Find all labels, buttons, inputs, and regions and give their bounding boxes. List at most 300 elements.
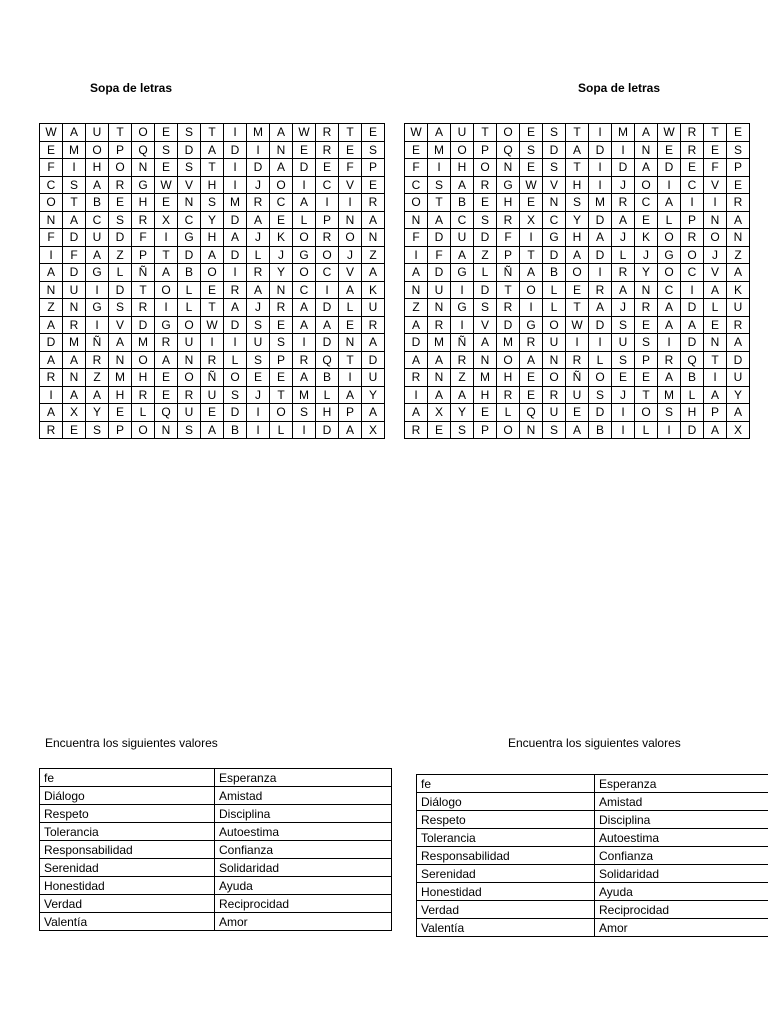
grid-cell: Y (635, 264, 658, 282)
value-cell: Diálogo (417, 793, 595, 811)
grid-cell: N (270, 281, 293, 299)
value-cell: Valentía (40, 913, 215, 931)
grid-cell: I (612, 404, 635, 422)
grid-cell: A (428, 386, 451, 404)
grid-cell: Y (451, 404, 474, 422)
grid-cell: N (635, 281, 658, 299)
grid-cell: R (132, 299, 155, 317)
grid-row (40, 369, 385, 387)
grid-cell: I (681, 194, 704, 212)
grid-cell: N (178, 194, 201, 212)
grid-cell: E (201, 404, 224, 422)
grid-cell: A (293, 369, 316, 387)
grid-row (405, 229, 750, 247)
grid-cell: L (474, 264, 497, 282)
grid-cell: G (543, 229, 566, 247)
grid-cell: J (270, 246, 293, 264)
grid-cell: R (635, 299, 658, 317)
grid-cell: D (224, 211, 247, 229)
grid-cell: T (109, 124, 132, 142)
grid-cell: S (293, 404, 316, 422)
grid-cell: I (247, 404, 270, 422)
grid-cell: P (362, 159, 385, 177)
grid-cell: I (247, 421, 270, 439)
grid-cell: C (405, 176, 428, 194)
grid-row (40, 264, 385, 282)
grid-cell: H (497, 194, 520, 212)
grid-row (40, 299, 385, 317)
grid-cell: O (201, 264, 224, 282)
grid-cell: R (681, 141, 704, 159)
grid-cell: U (86, 229, 109, 247)
grid-cell: Ñ (201, 369, 224, 387)
value-cell: Respeto (40, 805, 215, 823)
grid-cell: A (224, 229, 247, 247)
values-row (417, 919, 768, 937)
grid-cell: S (612, 351, 635, 369)
grid-cell: E (63, 421, 86, 439)
grid-cell: E (635, 369, 658, 387)
grid-cell: Z (474, 246, 497, 264)
grid-cell: Y (86, 404, 109, 422)
grid-cell: D (224, 404, 247, 422)
values-table-left (39, 768, 392, 931)
value-cell: Valentía (417, 919, 595, 937)
grid-cell: A (704, 281, 727, 299)
grid-cell: A (316, 316, 339, 334)
grid-row (40, 351, 385, 369)
right-title: Sopa de letras (578, 81, 661, 95)
grid-row (405, 176, 750, 194)
grid-cell: I (589, 124, 612, 142)
grid-cell: A (405, 264, 428, 282)
grid-cell: J (635, 246, 658, 264)
grid-row (40, 281, 385, 299)
word-search-grid-right (404, 123, 750, 439)
grid-cell: U (727, 299, 750, 317)
grid-cell: A (293, 299, 316, 317)
grid-cell: Y (201, 211, 224, 229)
value-cell: Autoestima (595, 829, 768, 847)
grid-cell: E (681, 159, 704, 177)
grid-cell: U (543, 404, 566, 422)
grid-row (40, 176, 385, 194)
grid-cell: A (247, 211, 270, 229)
grid-cell: R (497, 386, 520, 404)
grid-cell: O (155, 281, 178, 299)
grid-cell: D (589, 316, 612, 334)
grid-cell: I (658, 176, 681, 194)
grid-cell: U (362, 299, 385, 317)
grid-cell: C (316, 264, 339, 282)
grid-cell: R (362, 194, 385, 212)
grid-cell: U (543, 334, 566, 352)
grid-cell: X (155, 211, 178, 229)
grid-cell: E (520, 159, 543, 177)
grid-row (405, 351, 750, 369)
grid-cell: D (543, 246, 566, 264)
grid-cell: A (635, 124, 658, 142)
grid-cell: A (86, 246, 109, 264)
grid-cell: O (178, 369, 201, 387)
grid-cell: D (316, 421, 339, 439)
grid-cell: O (497, 124, 520, 142)
value-cell: Ayuda (215, 877, 392, 895)
grid-cell: L (109, 264, 132, 282)
grid-cell: B (178, 264, 201, 282)
grid-cell: I (224, 159, 247, 177)
grid-cell: I (40, 246, 63, 264)
grid-row (40, 246, 385, 264)
grid-cell: I (63, 159, 86, 177)
grid-cell: R (316, 229, 339, 247)
grid-cell: F (704, 159, 727, 177)
grid-cell: G (132, 176, 155, 194)
grid-cell: R (428, 316, 451, 334)
grid-cell: R (474, 176, 497, 194)
grid-cell: O (704, 229, 727, 247)
grid-cell: J (612, 386, 635, 404)
grid-cell: P (132, 246, 155, 264)
grid-cell: A (451, 386, 474, 404)
grid-cell: O (405, 194, 428, 212)
grid-cell: D (589, 246, 612, 264)
grid-cell: G (293, 246, 316, 264)
grid-cell: L (612, 246, 635, 264)
grid-cell: A (270, 124, 293, 142)
grid-cell: M (132, 334, 155, 352)
grid-cell: X (727, 421, 750, 439)
grid-cell: A (428, 124, 451, 142)
grid-cell: D (589, 141, 612, 159)
grid-cell: O (451, 141, 474, 159)
grid-cell: N (704, 211, 727, 229)
value-cell: Tolerancia (417, 829, 595, 847)
grid-cell: Ñ (451, 334, 474, 352)
grid-cell: U (178, 334, 201, 352)
left-subtitle: Encuentra los siguientes valores (45, 736, 218, 750)
grid-cell: J (339, 246, 362, 264)
grid-cell: I (224, 176, 247, 194)
grid-cell: N (543, 351, 566, 369)
grid-cell: I (293, 176, 316, 194)
grid-cell: F (428, 246, 451, 264)
grid-cell: T (566, 299, 589, 317)
grid-cell: E (40, 141, 63, 159)
grid-cell: I (339, 369, 362, 387)
grid-row (405, 386, 750, 404)
grid-cell: A (293, 194, 316, 212)
grid-cell: D (497, 316, 520, 334)
value-cell: Amor (215, 913, 392, 931)
grid-cell: P (109, 421, 132, 439)
grid-cell: W (155, 176, 178, 194)
grid-cell: Q (155, 404, 178, 422)
grid-cell: I (520, 229, 543, 247)
grid-cell: A (247, 281, 270, 299)
grid-cell: T (635, 386, 658, 404)
grid-cell: I (405, 246, 428, 264)
grid-cell: E (155, 124, 178, 142)
grid-cell: D (362, 351, 385, 369)
grid-cell: F (405, 229, 428, 247)
grid-cell: D (543, 141, 566, 159)
grid-cell: I (224, 124, 247, 142)
grid-row (40, 334, 385, 352)
grid-row (40, 316, 385, 334)
grid-cell: Z (109, 246, 132, 264)
grid-cell: E (155, 369, 178, 387)
grid-cell: P (474, 421, 497, 439)
grid-cell: I (293, 334, 316, 352)
grid-cell: H (132, 194, 155, 212)
grid-cell: V (704, 176, 727, 194)
grid-cell: L (339, 299, 362, 317)
value-cell: Esperanza (595, 775, 768, 793)
grid-cell: E (362, 176, 385, 194)
grid-cell: B (543, 264, 566, 282)
grid-cell: A (405, 404, 428, 422)
grid-cell: E (612, 369, 635, 387)
grid-cell: A (405, 351, 428, 369)
grid-cell: H (109, 386, 132, 404)
grid-cell: O (40, 194, 63, 212)
grid-cell: N (339, 211, 362, 229)
grid-cell: U (362, 369, 385, 387)
value-cell: Reciprocidad (595, 901, 768, 919)
grid-cell: O (497, 351, 520, 369)
grid-cell: P (727, 159, 750, 177)
grid-cell: Z (40, 299, 63, 317)
grid-cell: S (155, 141, 178, 159)
grid-cell: F (40, 229, 63, 247)
grid-cell: C (316, 176, 339, 194)
grid-cell: I (224, 264, 247, 282)
grid-cell: A (63, 124, 86, 142)
grid-cell: U (428, 281, 451, 299)
grid-cell: E (635, 316, 658, 334)
grid-cell: R (40, 421, 63, 439)
grid-cell: H (566, 176, 589, 194)
grid-cell: M (247, 124, 270, 142)
grid-cell: M (612, 124, 635, 142)
grid-cell: N (405, 211, 428, 229)
grid-cell: B (224, 421, 247, 439)
grid-cell: D (224, 246, 247, 264)
grid-cell: J (612, 299, 635, 317)
grid-cell: E (155, 194, 178, 212)
grid-cell: A (727, 334, 750, 352)
grid-cell: N (178, 351, 201, 369)
grid-cell: A (63, 211, 86, 229)
grid-cell: D (109, 281, 132, 299)
grid-cell: O (681, 246, 704, 264)
grid-cell: R (589, 281, 612, 299)
values-row (417, 901, 768, 919)
grid-cell: A (339, 281, 362, 299)
grid-cell: N (132, 159, 155, 177)
grid-cell: A (86, 386, 109, 404)
value-cell: Verdad (417, 901, 595, 919)
grid-cell: E (474, 194, 497, 212)
grid-cell: P (681, 211, 704, 229)
grid-cell: O (132, 421, 155, 439)
grid-cell: K (270, 229, 293, 247)
grid-row (405, 421, 750, 439)
grid-cell: N (543, 194, 566, 212)
grid-cell: Y (727, 386, 750, 404)
value-cell: Reciprocidad (215, 895, 392, 913)
grid-cell: D (132, 316, 155, 334)
grid-cell: A (566, 421, 589, 439)
grid-cell: E (109, 404, 132, 422)
value-cell: Honestidad (40, 877, 215, 895)
grid-cell: E (362, 124, 385, 142)
grid-cell: L (543, 281, 566, 299)
grid-cell: J (247, 176, 270, 194)
grid-cell: R (362, 316, 385, 334)
grid-cell: J (247, 386, 270, 404)
grid-cell: Z (727, 246, 750, 264)
value-cell: fe (417, 775, 595, 793)
grid-cell: O (316, 246, 339, 264)
grid-cell: Y (566, 211, 589, 229)
grid-cell: S (474, 211, 497, 229)
grid-cell: A (658, 316, 681, 334)
grid-cell: S (178, 124, 201, 142)
grid-cell: C (635, 194, 658, 212)
grid-row (405, 281, 750, 299)
grid-cell: C (86, 211, 109, 229)
value-cell: Amor (595, 919, 768, 937)
value-cell: Responsabilidad (417, 847, 595, 865)
grid-cell: V (339, 176, 362, 194)
grid-cell: C (658, 281, 681, 299)
grid-cell: R (727, 316, 750, 334)
grid-cell: N (270, 141, 293, 159)
grid-cell: E (566, 281, 589, 299)
grid-cell: E (704, 141, 727, 159)
grid-cell: B (86, 194, 109, 212)
grid-cell: M (497, 334, 520, 352)
grid-cell: Z (405, 299, 428, 317)
grid-cell: A (566, 141, 589, 159)
grid-cell: H (451, 159, 474, 177)
grid-cell: M (63, 141, 86, 159)
grid-cell: P (704, 404, 727, 422)
values-row (40, 913, 392, 931)
grid-cell: S (635, 334, 658, 352)
grid-cell: I (405, 386, 428, 404)
grid-cell: H (201, 176, 224, 194)
grid-cell: C (681, 176, 704, 194)
word-search-grid-left (39, 123, 385, 439)
grid-cell: A (86, 176, 109, 194)
grid-cell: W (293, 124, 316, 142)
grid-cell: E (520, 194, 543, 212)
grid-cell: E (270, 316, 293, 334)
grid-cell: I (40, 386, 63, 404)
value-cell: Verdad (40, 895, 215, 913)
grid-cell: V (704, 264, 727, 282)
grid-cell: H (201, 229, 224, 247)
values-row (417, 793, 768, 811)
grid-cell: L (178, 299, 201, 317)
grid-cell: H (132, 369, 155, 387)
grid-cell: U (178, 404, 201, 422)
grid-cell: O (658, 264, 681, 282)
grid-cell: K (727, 281, 750, 299)
grid-cell: Q (520, 404, 543, 422)
grid-cell: M (224, 194, 247, 212)
grid-cell: Ñ (86, 334, 109, 352)
value-cell: Serenidad (40, 859, 215, 877)
grid-cell: R (566, 351, 589, 369)
grid-cell: N (362, 229, 385, 247)
values-row (40, 823, 392, 841)
grid-cell: M (428, 141, 451, 159)
grid-cell: E (520, 124, 543, 142)
grid-cell: I (520, 299, 543, 317)
grid-cell: I (224, 334, 247, 352)
grid-cell: E (316, 159, 339, 177)
grid-row (405, 194, 750, 212)
grid-cell: E (405, 141, 428, 159)
grid-cell: E (155, 386, 178, 404)
grid-cell: Z (451, 369, 474, 387)
grid-cell: T (155, 246, 178, 264)
grid-cell: I (155, 299, 178, 317)
grid-cell: R (727, 194, 750, 212)
grid-cell: D (428, 264, 451, 282)
grid-cell: O (543, 369, 566, 387)
grid-row (405, 246, 750, 264)
grid-cell: I (86, 281, 109, 299)
value-cell: fe (40, 769, 215, 787)
value-cell: Ayuda (595, 883, 768, 901)
grid-cell: A (428, 211, 451, 229)
grid-cell: D (474, 281, 497, 299)
grid-cell: R (63, 316, 86, 334)
grid-cell: R (86, 351, 109, 369)
grid-cell: I (339, 194, 362, 212)
grid-cell: O (293, 229, 316, 247)
grid-cell: S (727, 141, 750, 159)
grid-cell: O (658, 229, 681, 247)
grid-cell: R (681, 229, 704, 247)
grid-cell: A (40, 264, 63, 282)
grid-cell: T (566, 159, 589, 177)
values-row (40, 877, 392, 895)
grid-cell: N (109, 351, 132, 369)
grid-cell: A (589, 229, 612, 247)
grid-cell: T (339, 351, 362, 369)
grid-cell: S (63, 176, 86, 194)
grid-cell: E (270, 369, 293, 387)
grid-cell: E (428, 421, 451, 439)
grid-cell: T (201, 299, 224, 317)
grid-cell: S (178, 421, 201, 439)
value-cell: Responsabilidad (40, 841, 215, 859)
grid-cell: R (247, 194, 270, 212)
grid-cell: A (40, 316, 63, 334)
grid-row (405, 369, 750, 387)
grid-cell: G (497, 176, 520, 194)
grid-cell: A (727, 211, 750, 229)
grid-cell: N (474, 351, 497, 369)
grid-cell: U (451, 124, 474, 142)
grid-cell: U (201, 386, 224, 404)
